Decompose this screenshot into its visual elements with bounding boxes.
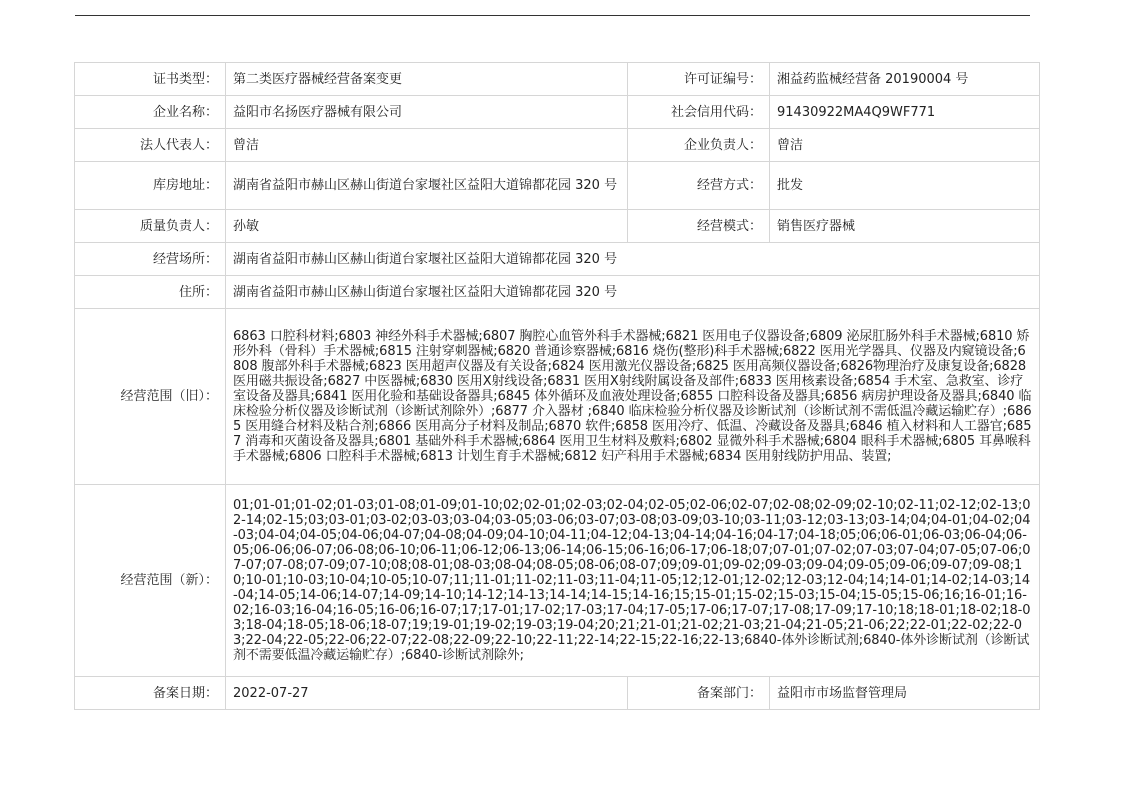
top-rule	[75, 15, 1030, 16]
cert-type-label: 证书类型：	[75, 63, 226, 96]
record-table	[74, 62, 1040, 710]
scope-new-value: 01;01-01;01-02;01-03;01-08;01-09;01-10;02;02-01;02-03;02-04;02-05;02-06;02-07;02-08;02-09;02-10;02-11;02-12;02-13;02-14;02-15;03;03-01;03-02;03-03;03-04;03-05;03-06;03-07;03-08;03-09;03-10;03-11;03-12;03-13;03-14;04;04-01;04-02;04-03;04-04;04-05;04-06;04-07;04-08;04-09;04-10;04-11;04-12;04-13;04-14;04-16;04-17;04-18;05;06;06-01;06-03;06-04;06-05;06-06;06-07;06-08;06-10;06-11;06-12;06-13;06-14;06-15;06-16;06-17;06-18;07;07-01;07-02;07-03;07-04;07-05;07-06;07-07;07-08;07-09;07-10;08;08-01;08-03;08-04;08-05;08-06;08-07;09;09-01;09-02;09-03;09-04;09-05;09-06;09-07;09-08;10;10-01;10-03;10-04;10-05;10-07;11;11-01;11-02;11-03;11-04;11-05;12;12-01;12-02;12-03;12-04;14;14-01;14-02;14-03;14-04;14-05;14-06;14-07;14-09;14-10;14-12;14-13;14-14;14-15;14-16;15;15-01;15-02;15-03;15-04;15-05;15-06;16;16-01;16-02;16-03;16-04;16-05;16-06;16-07;17;17-01;17-02;17-03;17-04;17-05;17-06;17-07;17-08;17-09;17-10;18;18-01;18-02;18-03;18-04;18-05;18-06;18-07;19;19-01;19-02;19-03;19-04;20;21;21-01;21-02;21-03;21-04;21-05;21-06;22;22-01;22-02;22-03;22-04;22-05;22-06;22-07;22-08;22-09;22-10;22-11;22-14;22-15;22-16;22-13;6840-体外诊断试剂;6840-体外诊断试剂（诊断试剂不需要低温冷藏运输贮存）;6840-诊断试剂除外;	[226, 485, 1040, 677]
record-date-label: 备案日期：	[75, 677, 226, 710]
license-no-value: 湘益药监械经营备 20190004 号	[770, 63, 1040, 96]
scope-old-label: 经营范围（旧）：	[75, 309, 226, 485]
row-company	[75, 96, 1040, 129]
mode-label: 经营方式：	[628, 162, 770, 210]
row-legal-rep	[75, 129, 1040, 162]
pattern-label: 经营模式：	[628, 210, 770, 243]
row-scope-new	[75, 485, 1040, 677]
premises-label: 经营场所：	[75, 243, 226, 276]
row-residence	[75, 276, 1040, 309]
record-dept-value: 益阳市市场监督管理局	[770, 677, 1040, 710]
warehouse-value: 湖南省益阳市赫山区赫山街道台家堰社区益阳大道锦都花园 320 号	[226, 162, 628, 210]
company-value: 益阳市名扬医疗器械有限公司	[226, 96, 628, 129]
quality-value: 孙敏	[226, 210, 628, 243]
warehouse-label: 库房地址：	[75, 162, 226, 210]
scope-old-value: 6863 口腔科材料;6803 神经外科手术器械;6807 胸腔心血管外科手术器械;6821 医用电子仪器设备;6809 泌尿肛肠外科手术器械;6810 矫形外科（骨科）手术器械;6815 注射穿刺器械;6820 普通诊察器械;6816 烧伤(整形)科手术器械;6822 医用光学器具、仪器及内窥镜设备;6808 腹部外科手术器械;6823 医用超声仪器及有关设备;6824 医用激光仪器设备;6825 医用高频仪器设备;6826物理治疗及康复设备;6828 医用磁共振设备;6827 中医器械;6830 医用X射线设备;6831 医用X射线附属设备及部件;6833 医用核素设备;6854 手术室、急救室、诊疗室设备及器具;6841 医用化验和基础设备器具;6845 体外循环及血液处理设备;6855 口腔科设备及器具;6856 病房护理设备及器具;6840 临床检验分析仪器及诊断试剂（诊断试剂除外）;6877 介入器材 ;6840 临床检验分析仪器及诊断试剂（诊断试剂不需低温冷藏运输贮存）;6865 医用缝合材料及粘合剂;6866 医用高分子材料及制品;6870 软件;6858 医用冷疗、低温、冷藏设备及器具;6846 植入材料和人工器官;6857 消毒和灭菌设备及器具;6801 基础外科手术器械;6864 医用卫生材料及敷料;6802 显微外科手术器械;6804 眼科手术器械;6805 耳鼻喉科手术器械;6806 口腔科手术器械;6813 计划生育手术器械;6812 妇产科用手术器械;6834 医用射线防护用品、装置;	[226, 309, 1040, 485]
row-quality	[75, 210, 1040, 243]
row-premises	[75, 243, 1040, 276]
legal-rep-label: 法人代表人：	[75, 129, 226, 162]
license-no-label: 许可证编号：	[628, 63, 770, 96]
record-dept-label: 备案部门：	[628, 677, 770, 710]
mode-value: 批发	[770, 162, 1040, 210]
row-warehouse	[75, 162, 1040, 210]
credit-code-value: 91430922MA4Q9WF771	[770, 96, 1040, 129]
pattern-value: 销售医疗器械	[770, 210, 1040, 243]
premises-value: 湖南省益阳市赫山区赫山街道台家堰社区益阳大道锦都花园 320 号	[226, 243, 1040, 276]
row-scope-old	[75, 309, 1040, 485]
row-cert-type	[75, 63, 1040, 96]
cert-type-value: 第二类医疗器械经营备案变更	[226, 63, 628, 96]
legal-rep-value: 曾洁	[226, 129, 628, 162]
record-date-value: 2022-07-27	[226, 677, 628, 710]
credit-code-label: 社会信用代码：	[628, 96, 770, 129]
principal-label: 企业负责人：	[628, 129, 770, 162]
residence-value: 湖南省益阳市赫山区赫山街道台家堰社区益阳大道锦都花园 320 号	[226, 276, 1040, 309]
company-label: 企业名称：	[75, 96, 226, 129]
row-record-date	[75, 677, 1040, 710]
principal-value: 曾洁	[770, 129, 1040, 162]
quality-label: 质量负责人：	[75, 210, 226, 243]
scope-new-label: 经营范围（新）：	[75, 485, 226, 677]
residence-label: 住所：	[75, 276, 226, 309]
